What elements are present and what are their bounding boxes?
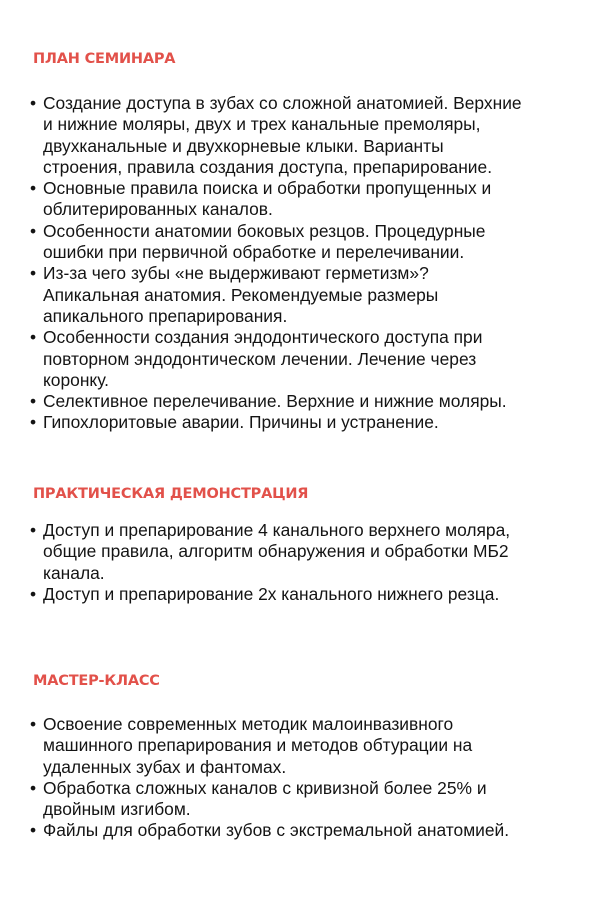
bullet-icon: • (30, 327, 37, 348)
section-heading: ПРАКТИЧЕСКАЯ ДЕМОНСТРАЦИЯ (33, 486, 309, 502)
list-item (30, 412, 570, 433)
list-item (30, 327, 570, 391)
list-item-line: и нижние моляры, двух и трех канальные премоляры, (43, 114, 481, 135)
bullet-icon: • (30, 520, 37, 540)
list-item-line: Из-за чего зубы «не выдерживают герметизм»? (43, 263, 429, 284)
list-item (30, 221, 570, 264)
list-item (30, 820, 570, 841)
list-item-line: двухканальные и двухкорневые клыки. Варианты (43, 135, 444, 156)
list-item-line: Основные правила поиска и обработки пропущенных и (43, 178, 492, 199)
list-item-line: Файлы для обработки зубов с экстремальной анатомией. (43, 820, 510, 841)
list-item (30, 520, 570, 584)
bullet-list (30, 93, 570, 434)
list-item-line: Обработка сложных каналов с кривизной более 25% и (43, 777, 487, 798)
section-heading: МАСТЕР-КЛАСС (33, 673, 160, 689)
bullet-icon: • (30, 583, 37, 604)
bullet-icon: • (30, 820, 37, 841)
list-item-line: облитерированных каналов. (43, 199, 273, 220)
list-item-line: Особенности анатомии боковых резцов. Процедурные (43, 220, 486, 241)
list-item (30, 584, 570, 605)
list-item-line: строения, правила создания доступа, препарирование. (43, 156, 493, 177)
list-item-line: двойным изгибом. (43, 799, 191, 820)
list-item-line: ошибки при первичной обработке и перелечивании. (43, 242, 465, 263)
bullet-list (30, 714, 570, 842)
list-item-line: Создание доступа в зубах со сложной анатомией. Верхние (43, 93, 522, 113)
list-item-line: удаленных зубах и фантомах. (43, 756, 287, 777)
list-item-line: Апикальная анатомия. Рекомендуемые размеры (43, 284, 439, 305)
bullet-icon: • (30, 777, 37, 798)
list-item-line: общие правила, алгоритм обнаружения и обработки МБ2 (43, 541, 509, 562)
bullet-icon: • (30, 412, 37, 433)
list-item-line: апикального препарирования. (43, 305, 288, 326)
list-item (30, 178, 570, 221)
list-item (30, 714, 570, 778)
bullet-icon: • (30, 220, 37, 241)
list-item-line: Гипохлоритовые аварии. Причины и устранение. (43, 412, 439, 433)
list-item-line: Освоение современных методик малоинвазивного (43, 714, 454, 734)
bullet-list (30, 520, 570, 605)
bullet-icon: • (30, 263, 37, 284)
bullet-icon: • (30, 178, 37, 199)
bullet-icon: • (30, 714, 37, 734)
bullet-icon: • (30, 391, 37, 412)
list-item-line: Доступ и препарирование 4 канального верхнего моляра, (43, 520, 511, 540)
list-item-line: канала. (43, 562, 105, 583)
section-heading: ПЛАН СЕМИНАРА (33, 51, 176, 67)
list-item-line: коронку. (43, 369, 110, 390)
bullet-icon: • (30, 93, 37, 113)
list-item-line: повторном эндодонтическом лечении. Лечение через (43, 348, 477, 369)
list-item-line: Особенности создания эндодонтического доступа при (43, 327, 483, 348)
list-item (30, 778, 570, 821)
list-item (30, 391, 570, 412)
list-item-line: Селективное перелечивание. Верхние и нижние моляры. (43, 391, 507, 412)
list-item (30, 93, 570, 178)
list-item (30, 263, 570, 327)
list-item-line: Доступ и препарирование 2х канального нижнего резца. (43, 583, 500, 604)
list-item-line: машинного препарирования и методов обтурации на (43, 735, 473, 756)
